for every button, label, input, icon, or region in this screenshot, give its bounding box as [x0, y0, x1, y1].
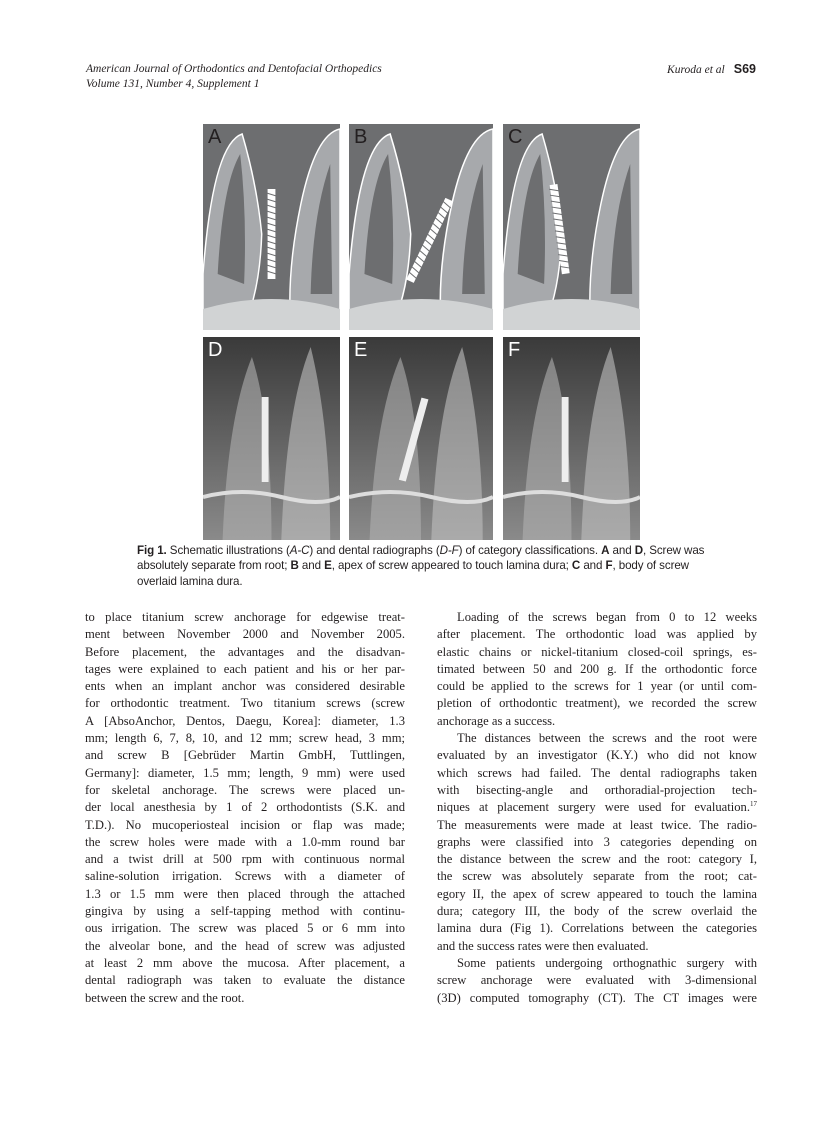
- caption-text: E: [324, 559, 332, 573]
- reference-superscript: 17: [750, 800, 757, 809]
- line-text: The measurements were made at least twice. The radio-: [437, 817, 757, 832]
- line-text: der local anesthesia by 1 of 2 orthodontists (S.K. and: [85, 800, 405, 815]
- line-text: ment between November 2000 and November 2005.: [85, 627, 405, 642]
- line-text: Before placement, the advantages and the disadvan-: [85, 644, 405, 659]
- caption-text: ) and dental radiographs (: [309, 544, 440, 557]
- text-line: [437, 817, 757, 834]
- text-line: [85, 886, 405, 903]
- line-text: at least 2 mm above the mucosa. After placement, a: [85, 955, 405, 970]
- text-line: [437, 765, 757, 782]
- text-line: [85, 782, 405, 799]
- text-line: [85, 730, 405, 747]
- text-line: [437, 868, 757, 885]
- text-line: [85, 938, 405, 955]
- text-line: [437, 626, 757, 643]
- text-line: [85, 955, 405, 972]
- caption-text: D-F: [439, 544, 459, 557]
- line-text: the screw holes were made with a 1.0-mm round bar: [85, 834, 405, 849]
- panel-label: A: [208, 126, 222, 148]
- caption-text: , apex of screw appeared to touch lamina dura;: [331, 559, 572, 573]
- text-line: [437, 609, 757, 626]
- caption-text: and: [609, 544, 635, 557]
- caption-text: Schematic illustrations (: [166, 544, 290, 557]
- line-text: graphs were classified into 3 categories depending on: [437, 834, 757, 849]
- line-text: for skeletal anchorage. The screws were placed un-: [85, 782, 405, 797]
- line-text: the alveolar bone, and the head of screw was adjusted: [85, 938, 405, 953]
- line-text: between the screw and the root.: [85, 990, 245, 1005]
- text-line: [85, 747, 405, 764]
- text-line: [437, 955, 757, 972]
- text-line: [85, 972, 405, 989]
- text-line: [437, 730, 757, 747]
- line-text: which screws had failed. The dental radiographs taken: [437, 765, 757, 780]
- text-line: [437, 851, 757, 868]
- line-text: the screw was absolutely separate from the root; cat-: [437, 869, 757, 884]
- text-line: [85, 713, 405, 730]
- text-line: [437, 834, 757, 851]
- text-line: [85, 851, 405, 868]
- panel-label: C: [508, 126, 523, 148]
- line-text: tages were explained to each patient and his or her par-: [85, 661, 405, 676]
- text-line: [85, 678, 405, 695]
- caption-text: C: [571, 559, 581, 573]
- text-line: [85, 920, 405, 937]
- schematic-panel: [503, 124, 640, 330]
- line-text: lamina dura (Fig 1). Correlations between the categories: [437, 921, 757, 936]
- caption-text: D: [634, 544, 643, 557]
- text-line: [85, 903, 405, 920]
- schematic-panel: [349, 124, 493, 330]
- panel-label: B: [354, 126, 368, 148]
- line-text: and a twist drill at 500 rpm with continuous normal: [85, 852, 405, 867]
- line-text: could be applied to the screws for 1 year (or until com-: [437, 679, 757, 694]
- text-line: [85, 695, 405, 712]
- authors: Kuroda et al: [667, 64, 725, 76]
- line-text: after placement. The orthodontic load was applied by: [437, 627, 757, 642]
- caption-text: , body of screw overlaid lamina dura.: [137, 559, 689, 588]
- caption-text: B: [290, 559, 299, 573]
- line-text: and the success rates were then evaluated.: [437, 938, 649, 953]
- text-line: [85, 609, 405, 626]
- line-text: evaluated by an investigator (K.Y.) who did not know: [437, 748, 757, 763]
- radiograph-panel: [503, 337, 640, 540]
- text-line: [85, 799, 405, 816]
- text-line: [437, 920, 757, 937]
- text-line: [437, 990, 757, 1007]
- line-text: screw anchorage were evaluated with 3-dimensional: [437, 973, 757, 988]
- line-text: pletion of orthodontic treatment), we recorded the screw: [437, 696, 757, 711]
- text-line: [85, 834, 405, 851]
- line-text: dental radiograph was taken to evaluate the distance: [85, 973, 405, 988]
- text-line: [85, 626, 405, 643]
- panel-label: D: [208, 339, 223, 361]
- schematic-panel: [203, 124, 340, 330]
- text-line: [437, 678, 757, 695]
- text-line: [85, 868, 405, 885]
- caption-text: ) of category classifications.: [458, 544, 602, 557]
- caption-text: F: [605, 559, 613, 573]
- journal-title: American Journal of Orthodontics and Dentofacial Orthopedics: [86, 63, 382, 75]
- caption-text: and: [298, 559, 325, 573]
- text-line: [437, 886, 757, 903]
- text-line: [437, 695, 757, 712]
- text-line: [85, 817, 405, 834]
- text-line: [437, 972, 757, 989]
- text-line: [85, 661, 405, 678]
- text-line: [437, 644, 757, 661]
- text-line: [85, 644, 405, 661]
- line-text: Some patients undergoing orthognathic surgery with: [457, 955, 757, 970]
- panel-label: E: [354, 339, 368, 361]
- figure-caption: [137, 543, 707, 589]
- line-text: gingiva by using a self-tapping method with continu-: [85, 904, 405, 919]
- caption-text: , Screw was absolutely separate from root;: [137, 544, 705, 573]
- text-line: [437, 799, 757, 816]
- line-text: with bisecting-angle and orthoradial-projection tech-: [437, 782, 757, 797]
- line-text: A [AbsoAnchor, Dentos, Daegu, Korea]: diameter, 1.3: [85, 713, 405, 728]
- line-text: T.D.). No mucoperiosteal incision or flap was made;: [85, 817, 405, 832]
- text-line: [85, 765, 405, 782]
- line-text: ents when an implant anchor was considered desirable: [85, 679, 405, 694]
- page-number: S69: [733, 62, 756, 76]
- caption-text: A-C: [289, 544, 310, 557]
- figure-label: Fig 1.: [137, 544, 167, 557]
- text-line: [437, 661, 757, 678]
- text-line: [437, 782, 757, 799]
- text-line: [437, 938, 757, 955]
- line-text: Loading of the screws began from 0 to 12 weeks: [457, 610, 757, 624]
- line-text: ous irrigation. The screw was placed 5 or 6 mm into: [85, 921, 405, 936]
- line-text: to place titanium screw anchorage for edgewise treat-: [85, 610, 405, 624]
- line-text: 1.3 or 1.5 mm were then placed through the attached: [85, 886, 405, 901]
- text-line: [437, 747, 757, 764]
- panel-label: F: [508, 339, 521, 361]
- line-text: timated between 50 and 200 g. If the orthodontic force: [437, 661, 757, 676]
- line-text: the distance between the screw and the root: category I,: [437, 852, 757, 867]
- line-text: The distances between the screws and the root were: [457, 731, 757, 746]
- line-text: egory II, the apex of screw appeared to touch the lamina: [437, 886, 757, 901]
- text-line: [85, 990, 405, 1007]
- line-text: dura; category III, the body of the screw overlaid the: [437, 904, 757, 919]
- body-column-right: [437, 609, 757, 1007]
- line-text: (3D) computed tomography (CT). The CT images were: [437, 990, 757, 1005]
- line-text: saline-solution irrigation. Screws with a diameter of: [85, 869, 405, 884]
- caption-text: A: [601, 544, 610, 557]
- line-text: Germany]: diameter, 1.5 mm; length, 9 mm) were used: [85, 765, 405, 780]
- caption-text: and: [580, 559, 606, 573]
- running-header-right: [667, 62, 756, 78]
- text-line: [437, 903, 757, 920]
- radiograph-panel: [203, 337, 340, 540]
- line-text: anchorage as a success.: [437, 713, 556, 728]
- running-header-left: [86, 62, 382, 92]
- text-line: [437, 713, 757, 730]
- radiograph-panel: [349, 337, 493, 540]
- line-text: mm; length 6, 7, 8, 10, and 12 mm; screw head, 3 mm;: [85, 731, 405, 746]
- line-text: elastic chains or nickel-titanium closed-coil springs, es-: [437, 644, 757, 659]
- line-text: niques at placement surgery were used for evaluation.: [437, 800, 750, 815]
- volume-info: Volume 131, Number 4, Supplement 1: [86, 78, 260, 90]
- body-column-left: [85, 609, 405, 1007]
- line-text: and screw B [Gebrüder Martin GmbH, Tuttlingen,: [85, 748, 405, 763]
- line-text: for orthodontic treatment. Two titanium screws (screw: [85, 696, 405, 711]
